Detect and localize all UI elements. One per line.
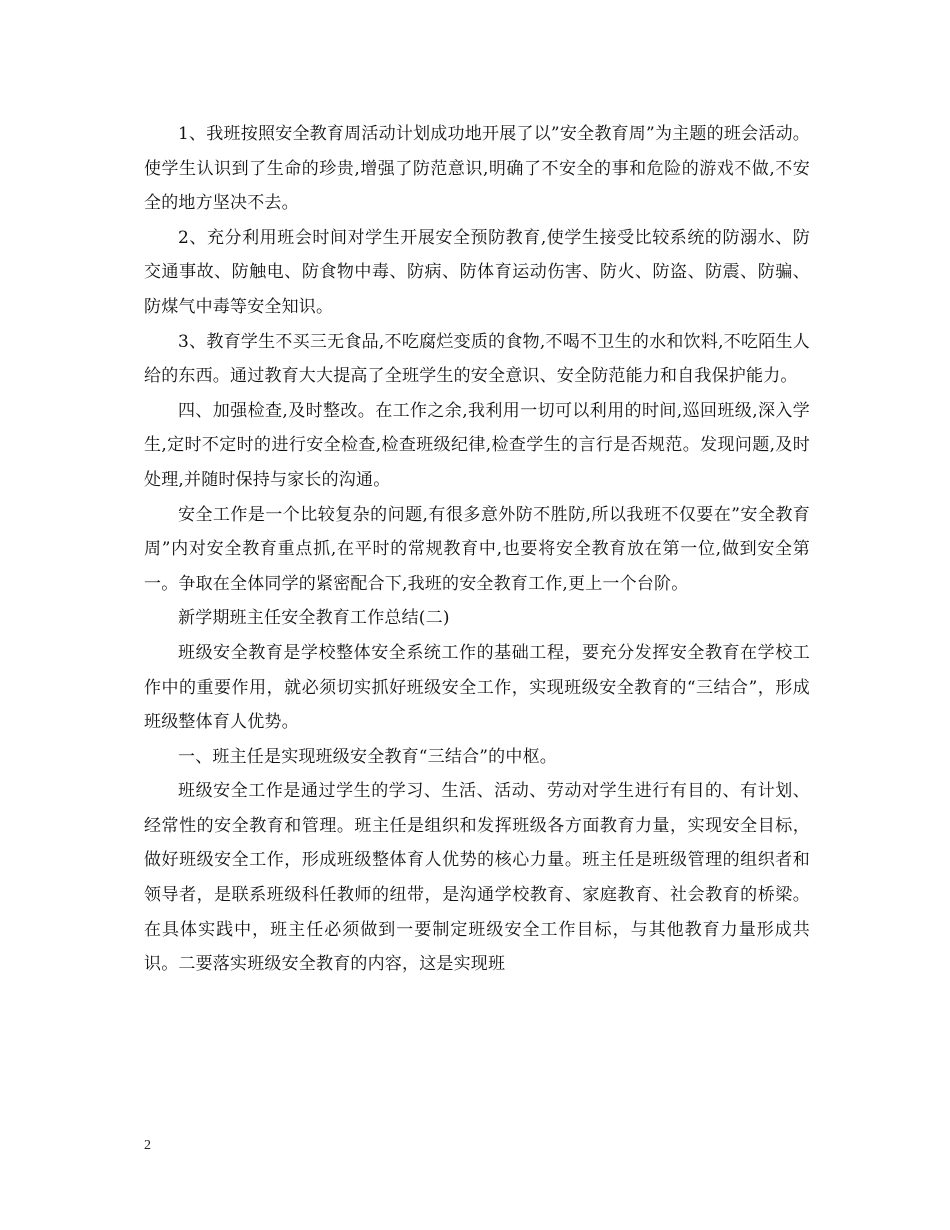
paragraph-inspection: 四、加强检查,及时整改。在工作之余,我利用一切可以利用的时间,巡回班级,深入学生,定时不定时的进行安全检查,检查班级纪律,检查学生的言行是否规范。发现问题,及时处理,并随时保持与家长的沟通。 [144,400,810,490]
document-body [144,117,810,982]
paragraph-food-safety: 3、教育学生不买三无食品,不吃腐烂变质的食物,不喝不卫生的水和饮料,不吃陌生人给的东西。通过教育大大提高了全班学生的安全意识、安全防范能力和自我保护能力。 [144,331,810,387]
paragraph-conclusion: 安全工作是一个比较复杂的问题,有很多意外防不胜防,所以我班不仅要在”安全教育周”内对安全教育重点抓,在平时的常规教育中,也要将安全教育放在第一位,做到安全第一。争取在全体同学的紧密配合下,我班的安全教育工作,更上一个台阶。 [144,504,810,594]
paragraph-safety-week-theme: 1、我班按照安全教育周活动计划成功地开展了以”安全教育周”为主题的班会活动。使学生认识到了生命的珍贵,增强了防范意识,明确了不安全的事和危险的游戏不做,不安全的地方坚决不去。 [144,124,810,214]
paragraph-class-safety-foundation: 班级安全教育是学校整体安全系统工作的基础工程，要充分发挥安全教育在学校工作中的重要作用，就必须切实抓好班级安全工作，实现班级安全教育的“三结合”，形成班级整体育人优势。 [144,642,810,733]
page-number: 2 [144,1138,151,1153]
section-title-summary-two: 新学期班主任安全教育工作总结(二) [178,608,450,629]
heading-head-teacher-hub: 一、班主任是实现班级安全教育“三结合”的中枢。 [178,746,557,767]
paragraph-prevention-education: 2、充分利用班会时间对学生开展安全预防教育,使学生接受比较系统的防溺水、防交通事故、防触电、防食物中毒、防病、防体育运动伤害、防火、防盗、防震、防骗、防煤气中毒等安全知识。 [144,227,810,317]
paragraph-head-teacher-role: 班级安全工作是通过学生的学习、生活、活动、劳动对学生进行有目的、有计划、经常性的安全教育和管理。班主任是组织和发挥班级各方面教育力量，实现安全目标，做好班级安全工作，形成班级整体育人优势的核心力量。班主任是班级管理的组织者和领导者，是联系班级科任教师的纽带，是沟通学校教育、家庭教育、社会教育的桥梁。在具体实践中，班主任必须做到一要制定班级安全工作目标，与其他教育力量形成共识。二要落实班级安全教育的内容，这是实现班 [144,781,810,975]
